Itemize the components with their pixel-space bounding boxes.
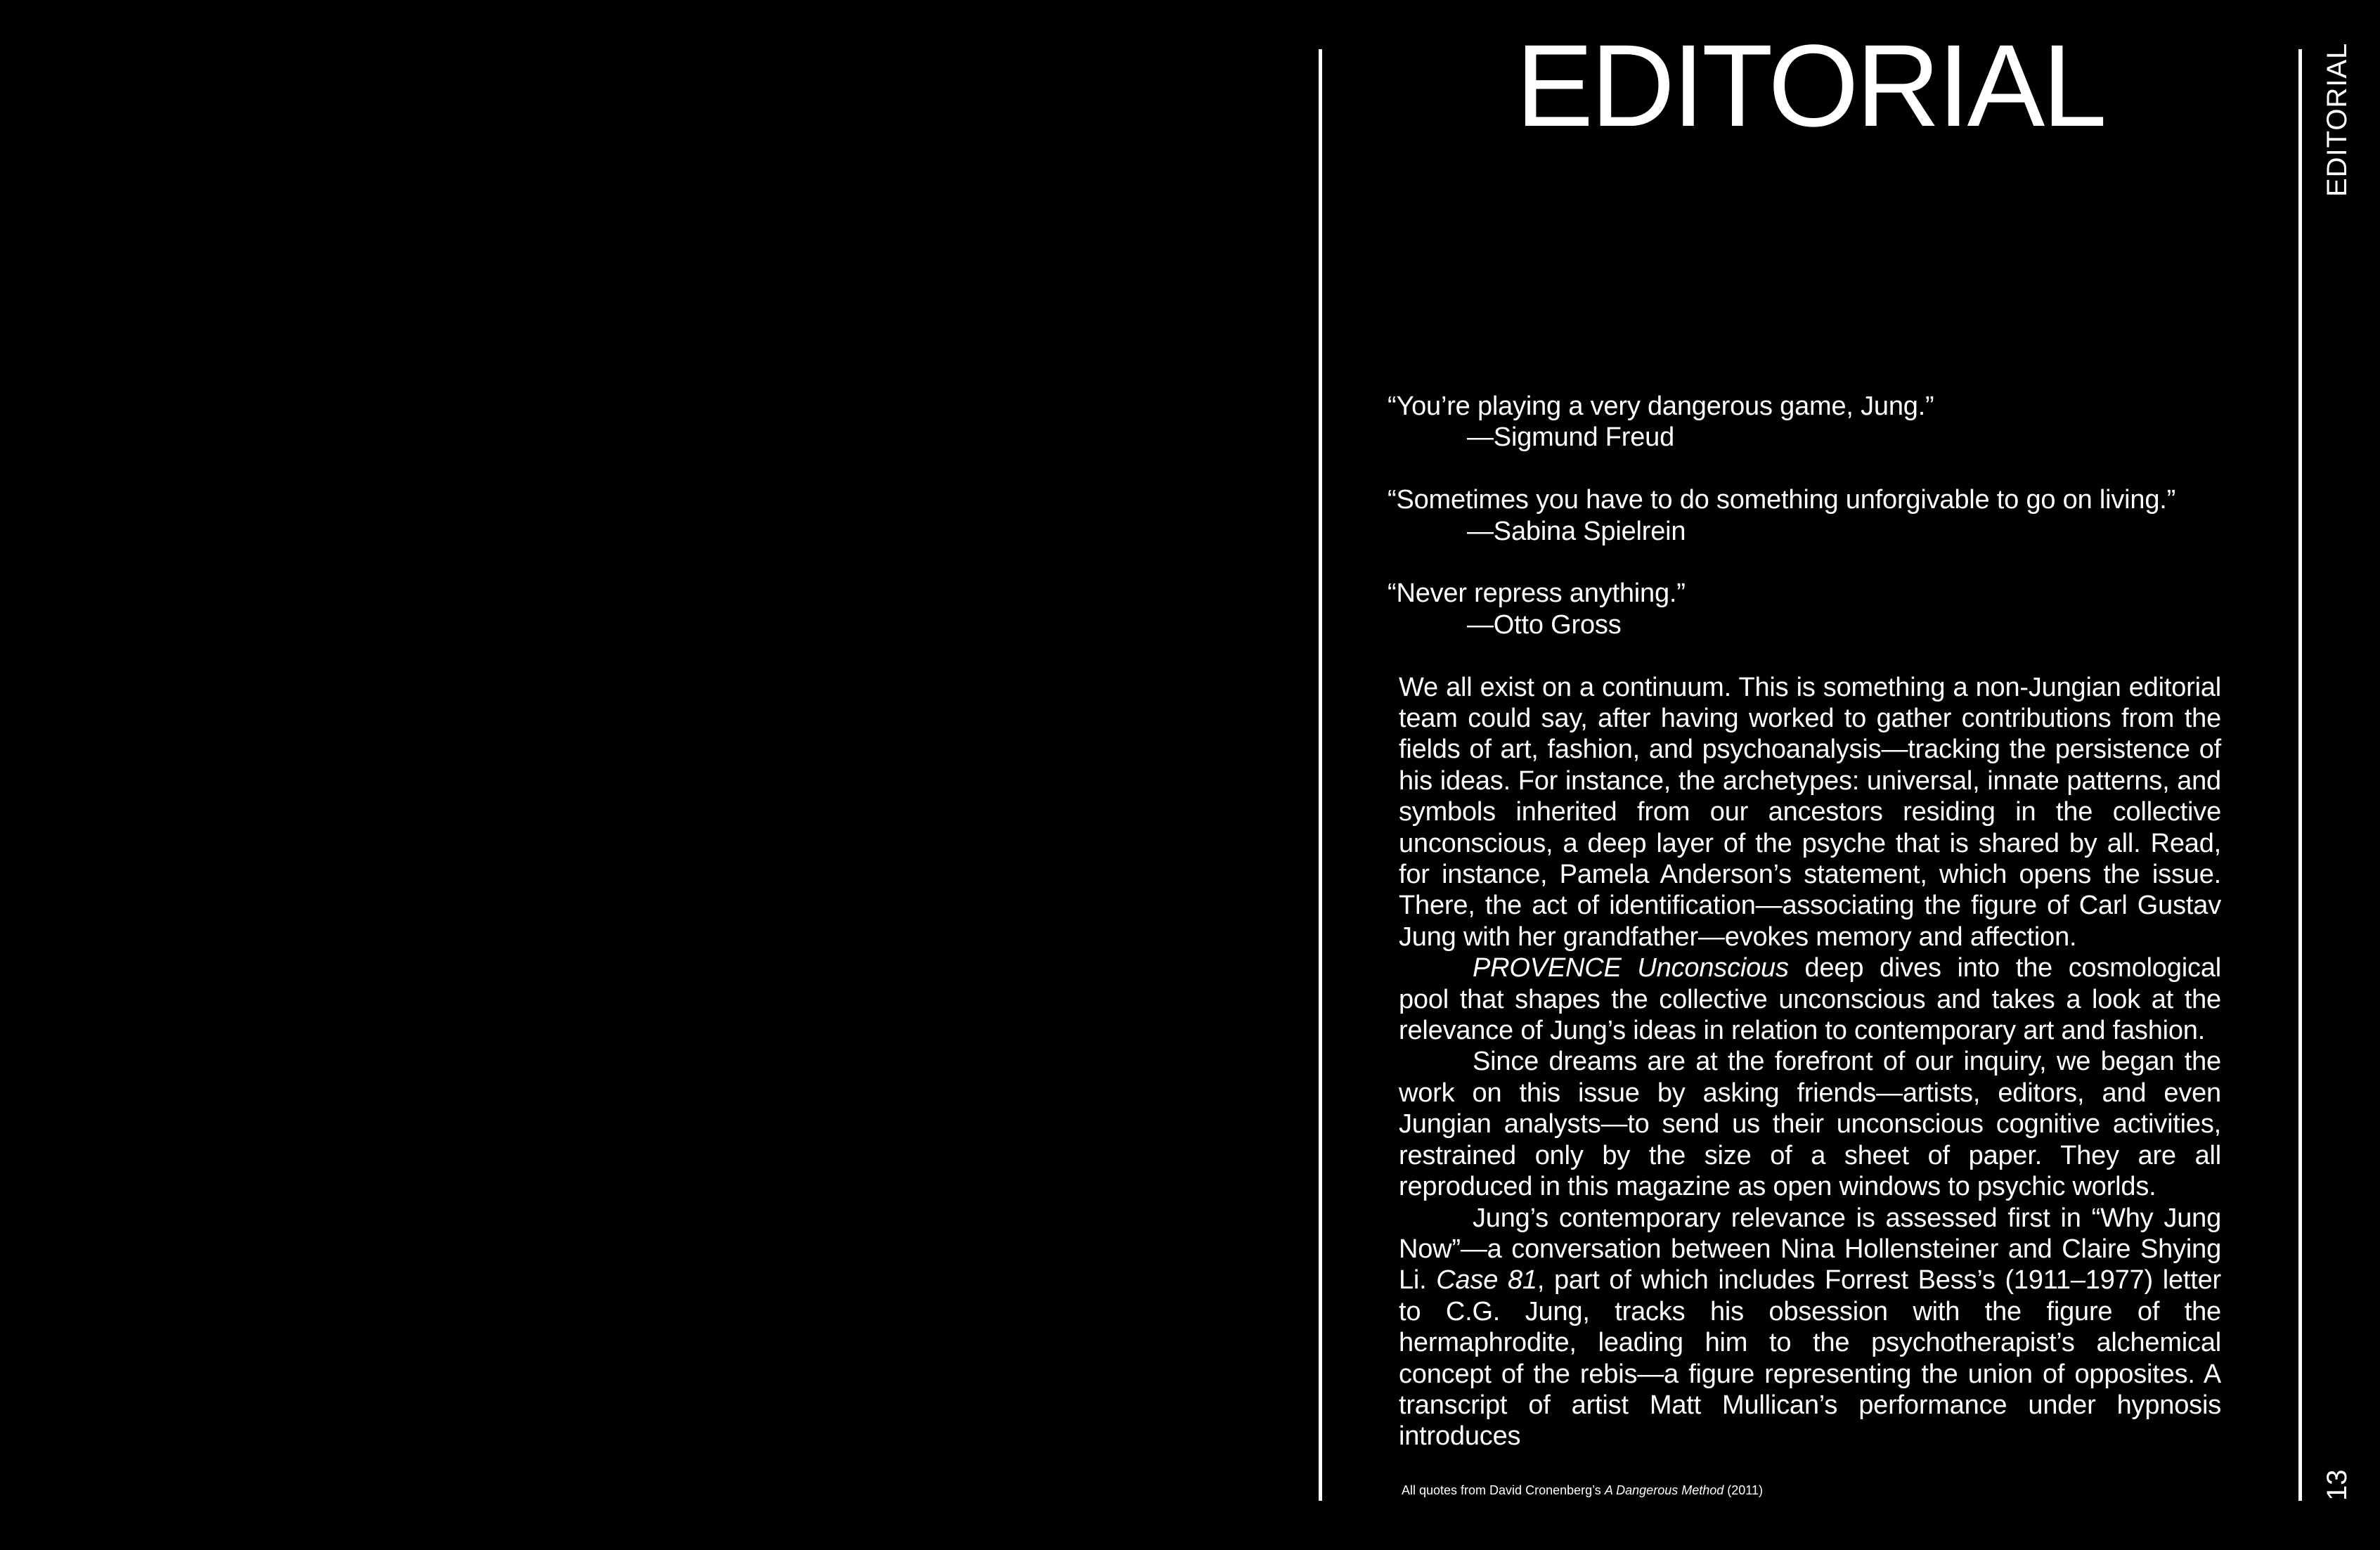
epigraph-attribution: —Sigmund Freud xyxy=(1467,422,1675,453)
body-paragraph-4 xyxy=(1393,1203,2221,1452)
running-head-rule xyxy=(2298,49,2302,1501)
body-paragraph-3: Since dreams are at the forefront of our inquiry, we began the work on this issue by asking friends—artists, editors, and even Jungian analysts—to send us their unconscious cognitive activities, restrained only by the size of a sheet of paper. They are all reproduced in this magazine as open windows to psychic worlds. xyxy=(1399,1047,2221,1202)
footnote-text: (2011) xyxy=(1723,1483,1763,1497)
work-title: Case 81 xyxy=(1436,1265,1537,1296)
film-title: A Dangerous Method xyxy=(1604,1483,1724,1497)
epigraph-text: “You’re playing a very dangerous game, Jung.” xyxy=(1388,392,1934,421)
magazine-title: PROVENCE Unconscious xyxy=(1473,953,1789,983)
epigraph-gross xyxy=(1388,578,2221,640)
body-paragraph-1: We all exist on a continuum. This is something a non-Jungian editorial team could say, after having worked to gather contributions from the fields of art, fashion, and psychoanalysis—tracking the persistence of his ideas. For instance, the archetypes: universal, innate patterns, and symbols inherited from our ancestors residing in the collective unconscious, a deep layer of the psyche that is shared by all. Read, for instance, Pamela Anderson’s statement, which opens the issue. There, the act of identification—associating the figure of Carl Gustav Jung with her grandfather—evokes memory and affection. xyxy=(1399,672,2221,952)
epigraph-spielrein xyxy=(1388,484,2221,547)
epigraph-attribution: —Otto Gross xyxy=(1467,609,1622,640)
editorial-body xyxy=(1393,672,2221,1452)
epigraph-text: “Never repress anything.” xyxy=(1388,579,1686,609)
text-column xyxy=(1388,391,2221,1452)
epigraph-text: “Sometimes you have to do something unforgivable to go on living.” xyxy=(1388,485,2176,515)
paragraph-text: deep dives into the cosmological pool that shapes the collective unconscious and takes a look at the relevance of Jung’s ideas in relation to contemporary art and fashion. xyxy=(1399,953,2221,1046)
paragraph-text: Jung’s contemporary relevance is assessed first in “Why Jung Now”—a conversation between Nina Hollensteiner and Claire Shying Li. xyxy=(1399,1203,2221,1296)
epigraph-freud xyxy=(1388,391,2221,453)
epigraph-attribution: —Sabina Spielrein xyxy=(1467,516,1686,546)
body-paragraph-2 xyxy=(1393,952,2221,1046)
page-title: EDITORIAL xyxy=(1515,21,2104,151)
running-head: EDITORIAL xyxy=(2322,42,2353,197)
paragraph-text: , part of which includes Forrest Bess’s (1911–1977) letter to C.G. Jung, tracks his obsession with the figure of the hermaphrodite, leading him to the psychotherapist’s alchemical concept of the rebis—a figure representing the union of opposites. A transcript of artist Matt Mullican’s performance under hypnosis introduces xyxy=(1399,1265,2221,1452)
footnote xyxy=(1402,1482,2175,1499)
footnote-text: All quotes from David Cronenberg’s xyxy=(1402,1483,1605,1497)
gutter-rule xyxy=(1319,49,1322,1501)
page-number: 13 xyxy=(2322,1469,2353,1501)
